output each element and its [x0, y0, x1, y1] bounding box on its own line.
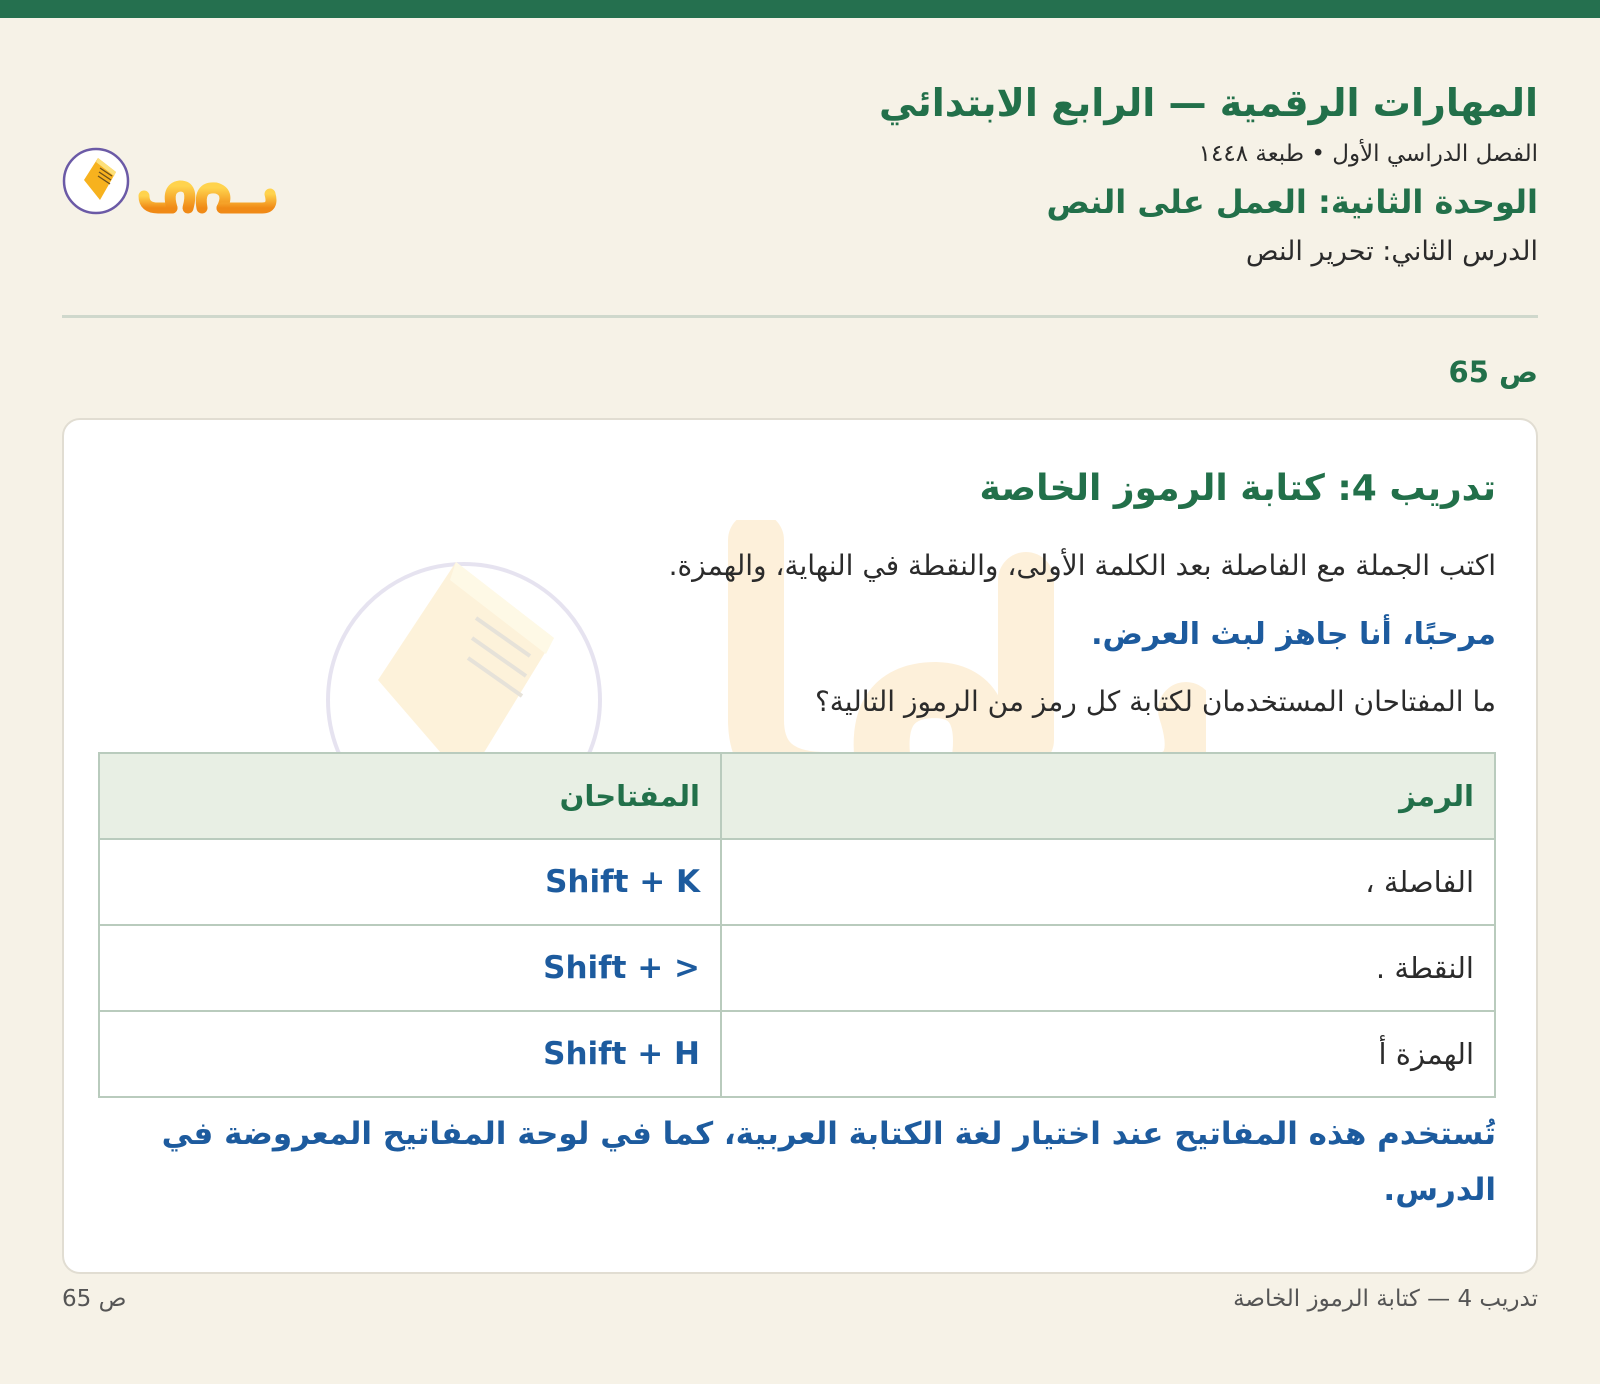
header-keys: المفتاحان [99, 753, 721, 839]
table-row [99, 839, 1495, 925]
semester-info: الفصل الدراسي الأول • طبعة ١٤٤٨ [1198, 141, 1538, 167]
exercise-instruction: اكتب الجملة مع الفاصلة بعد الكلمة الأولى، والنقطة في النهاية، والهمزة. [668, 549, 1496, 582]
lesson-title: الدرس الثاني: تحرير النص [1245, 236, 1538, 267]
header-symbol: الرمز [721, 753, 1495, 839]
exercise-question: ما المفتاحان المستخدمان لكتابة كل رمز من الرموز التالية؟ [814, 685, 1496, 718]
book-icon [64, 149, 128, 213]
header-divider [62, 315, 1538, 318]
page-number: ص 65 [1448, 355, 1538, 389]
answer-sentence: مرحبًا، أنا جاهز لبث العرض. [1091, 617, 1496, 652]
keys-table [98, 752, 1496, 1098]
keys-cell [99, 839, 721, 925]
symbol-cell: الفاصلة ، [721, 839, 1495, 925]
keys-text: Shift + K [545, 864, 700, 900]
keys-text: Shift + H [543, 1036, 700, 1072]
keys-text: Shift + > [543, 950, 700, 986]
table-row [99, 1011, 1495, 1097]
footer-exercise-label: تدريب 4 — كتابة الرموز الخاصة [1233, 1286, 1538, 1312]
keys-cell [99, 1011, 721, 1097]
table-row [99, 925, 1495, 1011]
symbol-cell: الهمزة أ [721, 1011, 1495, 1097]
exercise-title: تدريب 4: كتابة الرموز الخاصة [979, 468, 1496, 509]
exercise-note: تُستخدم هذه المفاتيح عند اختيار لغة الكتابة العربية، كما في لوحة المفاتيح المعروضة في الدرس. [161, 1116, 1496, 1208]
exercise-card [62, 418, 1538, 1274]
page-header [62, 78, 1538, 318]
symbol-cell: النقطة . [721, 925, 1495, 1011]
book-title: المهارات الرقمية — الرابع الابتدائي [879, 81, 1538, 125]
hulul-logo [62, 136, 282, 236]
top-accent-bar [0, 0, 1600, 18]
unit-title: الوحدة الثانية: العمل على النص [1046, 183, 1538, 221]
footer-page-number: ص 65 [62, 1286, 127, 1312]
keys-cell [99, 925, 721, 1011]
header-text [879, 78, 1538, 272]
table-header-row [99, 753, 1495, 839]
